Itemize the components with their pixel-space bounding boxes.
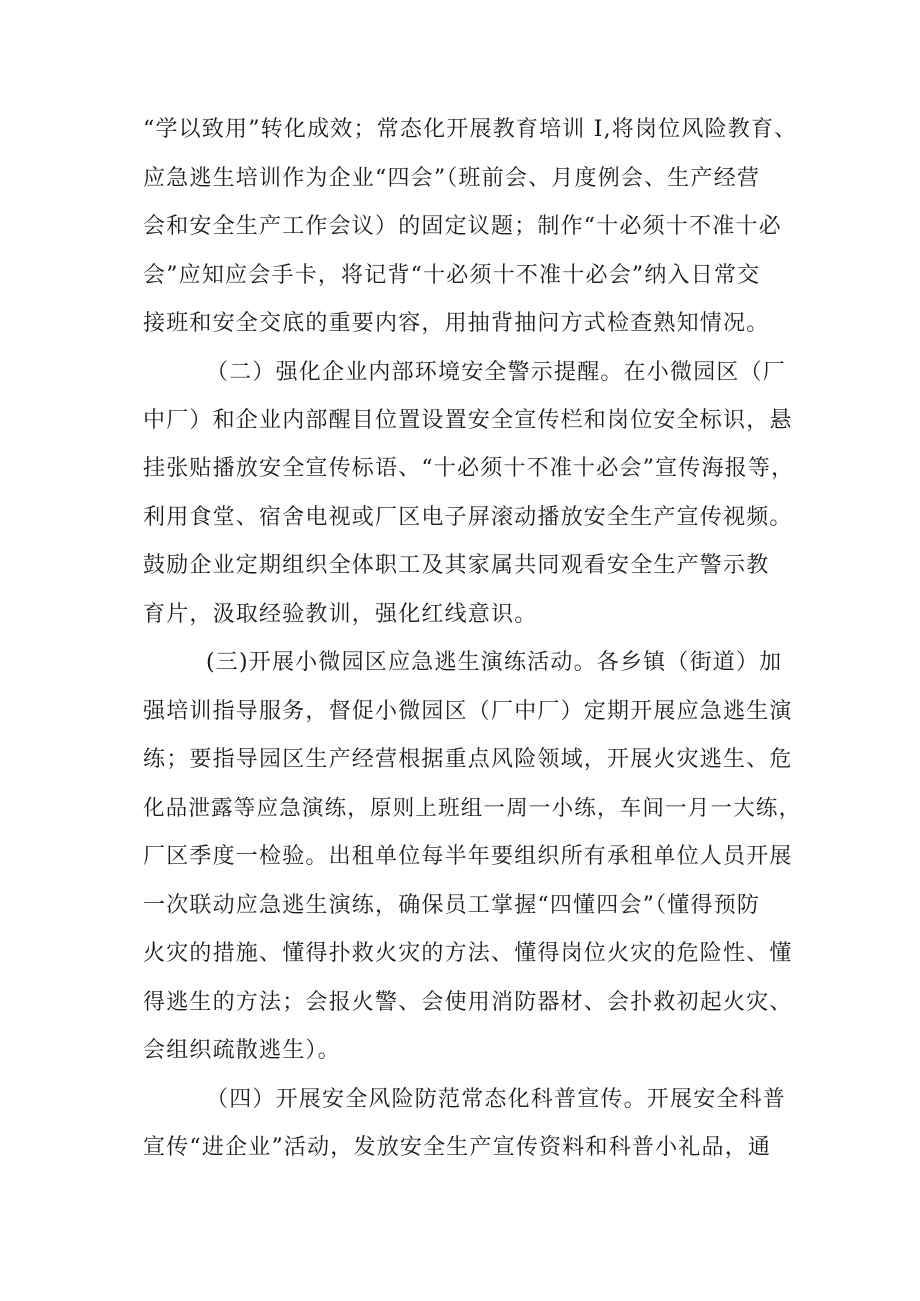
text-line-8: 挂张贴播放安全宣传标语、“十必须十不准十必会”宣传海报等， — [143, 456, 795, 481]
text-line-10: 鼓励企业定期组织全体职工及其家属共同观看安全生产警示教 — [143, 553, 770, 578]
text-line-9: 利用食堂、宿舍电视或厂区电子屏滚动播放安全生产宣传视频。 — [143, 505, 793, 530]
text-line-11: 育片，汲取经验教训，强化红线意识。 — [143, 602, 538, 627]
text-line-13: 强培训指导服务，督促小微园区（厂中厂）定期开展应急逃生演 — [143, 699, 793, 724]
text-line-3: 会和安全生产工作会议）的固定议题；制作“十必须十不准十必 — [143, 214, 782, 239]
text-line-22: 宣传“进企业”活动，发放安全生产宣传资料和科普小礼品，通 — [143, 1135, 772, 1160]
text-line-2: 应急逃生培训作为企业“四会”（班前会、月度例会、生产经营 — [143, 166, 761, 191]
text-line-5: 接班和安全交底的重要内容，用抽背抽问方式检查熟知情况。 — [143, 311, 770, 336]
text-line-7: 中厂）和企业内部醒目位置设置安全宣传栏和岗位安全标识，悬 — [143, 408, 793, 433]
text-line-1: “学以致用”转化成效；常态化开展教育培训 I,将岗位风险教育、 — [143, 117, 798, 142]
text-line-14: 练；要指导园区生产经营根据重点风险领域，开展火灾逃生、危 — [143, 747, 793, 772]
text-line-20: 会组织疏散逃生）。 — [143, 1038, 341, 1063]
text-line-4: 会”应知应会手卡，将记背“十必须十不准十必会”纳入日常交 — [143, 263, 761, 288]
text-line-17: 一次联动应急逃生演练，确保员工掌握“四懂四会”（懂得预防 — [143, 893, 761, 918]
paragraph-4-first-line: （四）开展安全风险防范常态化科普宣传。开展安全科普 — [206, 1087, 787, 1112]
text-line-15: 化品泄露等应急演练，原则上班组一周一小练，车间一月一大练， — [143, 796, 802, 821]
paragraph-2-first-line: （二）强化企业内部环境安全警示提醒。在小微园区（厂 — [206, 360, 787, 385]
text-line-19: 得逃生的方法；会报火警、会使用消防器材、会扑救初起火灾、 — [143, 990, 793, 1015]
paragraph-3-first-line: (三)开展小微园区应急逃生演练活动。各乡镇（街道）加 — [206, 650, 783, 675]
text-line-18: 火灾的措施、懂得扑救火灾的方法、懂得岗位火灾的危险性、懂 — [143, 941, 793, 966]
text-line-16: 厂区季度一检验。出租单位每半年要组织所有承租单位人员开展 — [143, 844, 793, 869]
